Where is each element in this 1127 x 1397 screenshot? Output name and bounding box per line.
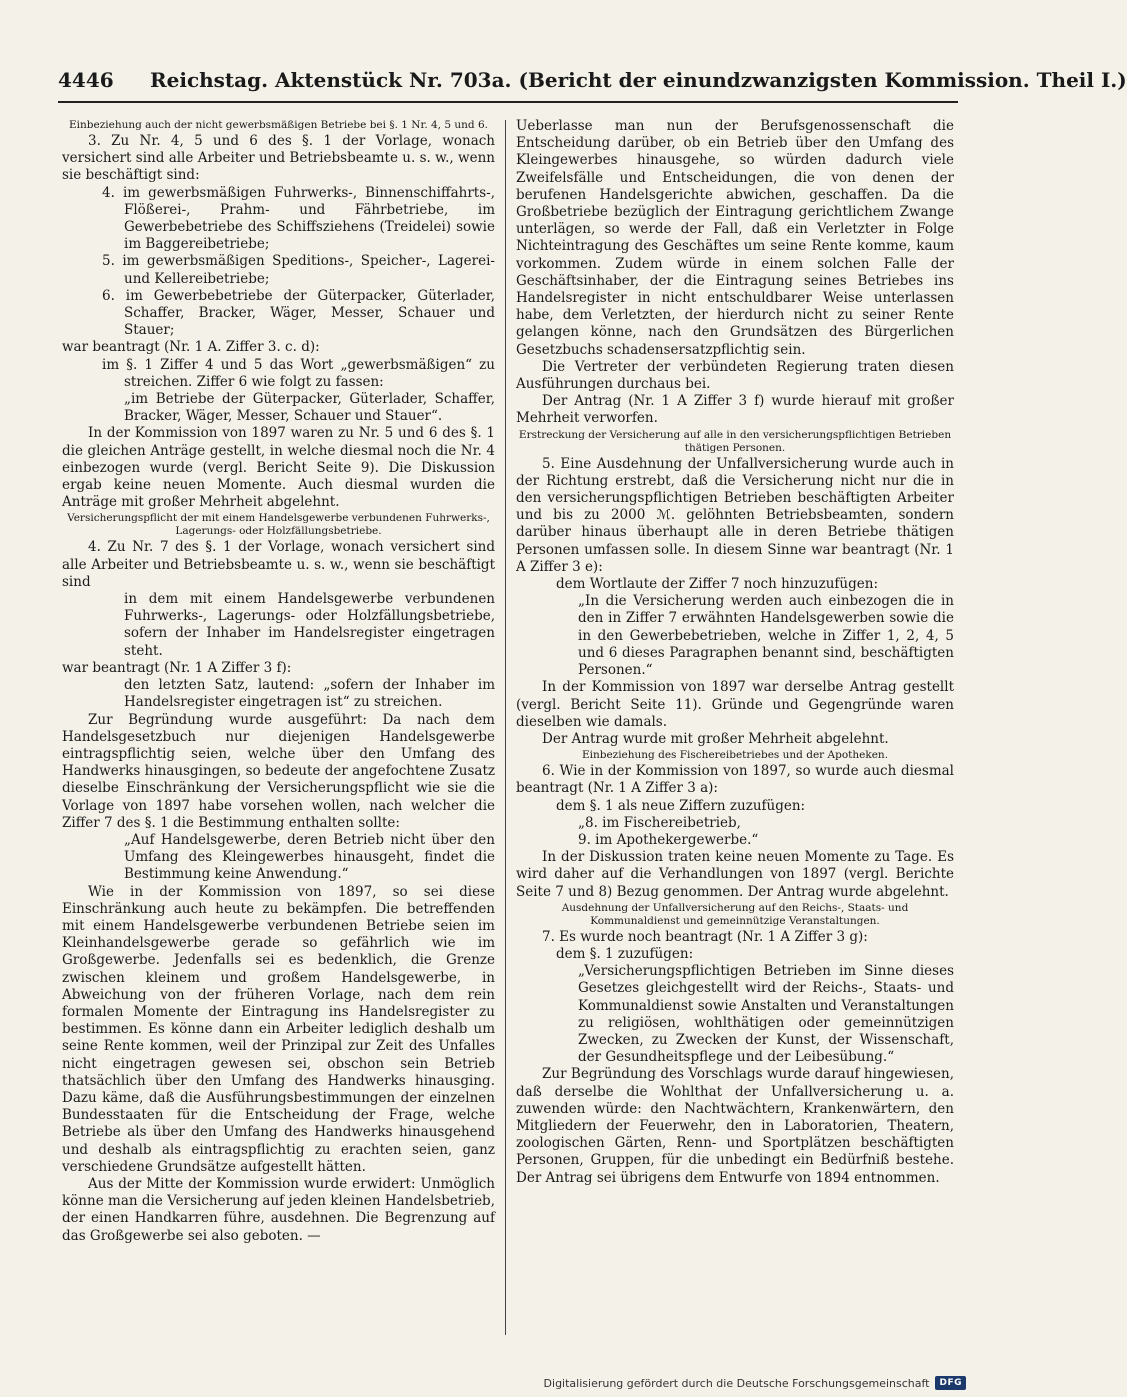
section-heading: Erstreckung der Versicherung auf alle in den versicherungspflichtigen Betrieben thätigen Personen. — [518, 428, 952, 454]
paragraph: „Auf Handelsgewerbe, deren Betrieb nicht über den Umfang des Kleingewerbes hinausgeht, findet die Bestimmung keine Anwendung.“ — [124, 831, 495, 883]
paragraph: Der Antrag wurde mit großer Mehrheit abgelehnt. — [542, 730, 889, 747]
paragraph: 6. Wie in der Kommission von 1897, so wurde auch diesmal beantragt (Nr. 1 A Ziffer 3 a): — [516, 763, 954, 797]
running-title: Reichstag. Aktenstück Nr. 703a. (Bericht der einundzwanzigsten Kommission. Theil I.) — [150, 68, 1127, 92]
paragraph: Wie in der Kommission von 1897, so sei diese Einschränkung auch heute zu bekämpfen. Die betreffenden mit einem Handelsgewerbe verbundenen Betriebe seien im Kleinhandelsgewerbe gerade so gefährlich wie im Großgewerbe. Jedenfalls sei es bedenklich, die Grenze zwischen kleinem und großem Handelsgewerbe, in Abweichung von der früheren Vorlage, nach dem rein formalen Momente der Eintragung ins Handelsregister zu bestimmen. Es könne dann ein Arbeiter lediglich deshalb um seine Rente kommen, weil der Prinzipal zur Zeit des Unfalles nicht eingetragen gewesen sei, obschon sein Betrieb thatsächlich über den Umfang des Handwerks hinausging. Dazu käme, daß die Ausführungsbestimmungen der einzelnen Bundesstaaten für die Entscheidung der Frage, welche Betriebe als über den Umfang des Handwerks hinausgehend und deshalb als eintragspflichtig zu erachten seien, ganz verschiedene Grundsätze aufgestellt hätten. — [62, 883, 495, 1175]
left-column — [62, 118, 495, 1245]
paragraph: 3. Zu Nr. 4, 5 und 6 des §. 1 der Vorlage, wonach versichert sind alle Arbeiter und Betriebsbeamte u. s. w., wenn sie beschäftigt sind: — [62, 133, 495, 184]
page-footer — [544, 1374, 966, 1392]
footer-credit: Digitalisierung gefördert durch die Deutsche Forschungsgemeinschaft — [543, 1376, 930, 1390]
paragraph: Zur Begründung wurde ausgeführt: Da nach dem Handelsgesetzbuch nur diejenigen Handelsgewerbe eintragspflichtig seien, welche über den Umfang des Handwerks hinausgingen, so bedeute der angefochtene Zusatz dieselbe Einschränkung der Versicherungspflicht wie sie die Vorlage von 1897 habe vorsehen wollen, nach welcher die Ziffer 7 des §. 1 die Bestimmung enthalten sollte: — [62, 711, 495, 831]
section-heading: Einbeziehung auch der nicht gewerbsmäßigen Betriebe bei §. 1 Nr. 4, 5 und 6. — [69, 119, 488, 131]
paragraph: Der Antrag (Nr. 1 A Ziffer 3 f) wurde hierauf mit großer Mehrheit verworfen. — [516, 393, 954, 427]
paragraph: Die Vertreter der verbündeten Regierung traten diesen Ausführungen durchaus bei. — [516, 358, 954, 393]
paragraph: Aus der Mitte der Kommission wurde erwidert: Unmöglich könne man die Versicherung auf jeden kleinen Handelsbetrieb, der einen Handkarren führe, ausdehnen. Die Begrenzung auf das Großgewerbe sei also geboten. — — [62, 1175, 495, 1244]
paragraph: 4. im gewerbsmäßigen Fuhrwerks-, Binnenschiffahrts-, Flößerei-, Prahm- und Fährbetriebe, im Gewerbebetriebe des Schiffsziehens (Treidelei) sowie im Baggereibetriebe; — [102, 184, 495, 253]
dfg-logo: DFG — [935, 1376, 966, 1390]
section-heading: Einbeziehung des Fischereibetriebes und der Apotheken. — [581, 749, 889, 762]
paragraph: 4. Zu Nr. 7 des §. 1 der Vorlage, wonach versichert sind alle Arbeiter und Betriebsbeamte u. s. w., wenn sie beschäftigt sind — [62, 539, 495, 590]
paragraph: war beantragt (Nr. 1 A. Ziffer 3. c. d): — [62, 339, 320, 356]
paragraph: den letzten Satz, lautend: „sofern der Inhaber im Handelsregister eingetragen ist“ zu streichen. — [124, 677, 495, 711]
column-divider — [505, 120, 506, 1335]
paragraph: 6. im Gewerbebetriebe der Güterpacker, Güterlader, Schaffer, Bracker, Wäger, Messer, Schauer und Stauer; — [102, 287, 495, 339]
paragraph: im §. 1 Ziffer 4 und 5 das Wort „gewerbsmäßigen“ zu streichen. Ziffer 6 wie folgt zu fassen: — [102, 356, 495, 390]
paragraph: Ueberlasse man nun der Berufsgenossenschaft die Entscheidung darüber, ob ein Betrieb über den Umfang des Kleingewerbes hinausgehe, so würden dadurch viele Zweifelsfälle und Entscheidungen, die von denen der berufenen Handelsgerichte abwichen, geschaffen. Da die Großbetriebe bezüglich der Eintragung gerichtlichem Zwange unterlägen, so werde der Fall, daß ein Verletzter in Folge Nichteintragung des Geschäftes um seine Rente komme, kaum vorkommen. Zudem würde in einem solchen Falle der Geschäftsinhaber, der die Eintragung seines Betriebes ins Handelsregister in nicht entschuldbarer Weise unterlassen habe, dem Verletzten, der hierdurch nicht zu seiner Rente gelangen könne, nach den Grundsätzen des Bürgerlichen Gesetzbuchs schadensersatzpflichtig sein. — [516, 118, 954, 358]
paragraph: In der Diskussion traten keine neuen Momente zu Tage. Es wird daher auf die Verhandlungen von 1897 (vergl. Berichte Seite 7 und 8) Bezug genommen. Der Antrag wurde abgelehnt. — [516, 849, 954, 900]
paragraph: war beantragt (Nr. 1 A Ziffer 3 f): — [62, 659, 292, 676]
paragraph: „im Betriebe der Güterpacker, Güterlader, Schaffer, Bracker, Wäger, Messer, Schauer und Stauer“. — [124, 391, 495, 425]
paragraph: In der Kommission von 1897 war derselbe Antrag gestellt (vergl. Bericht Seite 11). Gründe und Gegengründe waren dieselben wie damals. — [516, 679, 954, 730]
page-number: 4446 — [58, 68, 114, 92]
paragraph: „In die Versicherung werden auch einbezogen die in den in Ziffer 7 erwähnten Handelsgewerben sowie die in den Gewerbebetrieben, welche in Ziffer 1, 2, 4, 5 und 6 dieses Paragraphen benannt sind, beschäftigten Personen.“ — [578, 593, 954, 679]
paragraph: „8. im Fischereibetrieb, — [578, 814, 741, 831]
paragraph: Zur Begründung des Vorschlags wurde darauf hingewiesen, daß derselbe die Wohlthat der Unfallversicherung u. a. zuwenden würde: den Nachtwächtern, Krankenwärtern, den Mitgliedern der Feuerwehr, den in Laboratorien, Theatern, zoologischen Gärten, Renn- und Sportplätzen beschäftigten Personen, Gruppen, für die unbedingt ein Bedürfniß bestehe. Der Antrag sei übrigens dem Entwurfe von 1894 entnommen. — [516, 1066, 954, 1186]
section-heading: Versicherungspflicht der mit einem Handelsgewerbe verbundenen Fuhrwerks-, Lagerungs- oder Holzfällungsbetriebe. — [67, 512, 490, 538]
header-rule — [58, 101, 958, 103]
paragraph: 9. im Apothekergewerbe.“ — [578, 831, 759, 848]
section-heading: Ausdehnung der Unfallversicherung auf den Reichs-, Staats- und Kommunaldienst und gemeinnützige Veranstaltungen. — [561, 901, 909, 927]
paragraph: „Versicherungspflichtigen Betrieben im Sinne dieses Gesetzes gleichgestellt wird der Reichs-, Staats- und Kommunaldienst sowie Anstalten und Veranstaltungen zu religiösen, wohlthätigen oder gemeinnützigen Zwecken, zu Zwecken der Kunst, der Wissenschaft, der Gesundheitspflege und der Leibesübung.“ — [578, 963, 954, 1066]
paragraph: 5. im gewerbsmäßigen Speditions-, Speicher-, Lagerei- und Kellereibetriebe; — [102, 253, 495, 287]
page-header — [58, 62, 1127, 102]
paragraph: In der Kommission von 1897 waren zu Nr. 5 und 6 des §. 1 die gleichen Anträge gestellt, in welche diesmal noch die Nr. 4 einbezogen wurde (vergl. Bericht Seite 9). Die Diskussion ergab keine neuen Momente. Auch diesmal wurden die Anträge mit großer Mehrheit abgelehnt. — [62, 425, 495, 511]
paragraph: dem Wortlaute der Ziffer 7 noch hinzuzufügen: — [556, 576, 878, 593]
paragraph: dem §. 1 zuzufügen: — [556, 945, 694, 962]
paragraph: in dem mit einem Handelsgewerbe verbundenen Fuhrwerks-, Lagerungs- oder Holzfällungsbetriebe, sofern der Inhaber im Handelsregister eingetragen steht. — [124, 591, 495, 659]
paragraph: 7. Es wurde noch beantragt (Nr. 1 A Ziffer 3 g): — [542, 928, 868, 945]
paragraph: dem §. 1 als neue Ziffern zuzufügen: — [556, 797, 806, 814]
right-column — [516, 118, 954, 1187]
paragraph: 5. Eine Ausdehnung der Unfallversicherung wurde auch in der Richtung erstrebt, daß die Versicherung nicht nur die in den versicherungspflichtigen Betrieben beschäftigten Arbeiter und bis zu 2000 ℳ. gelöhnten Betriebsbeamten, sondern darüber hinaus überhaupt alle in deren Betriebe thätigen Personen umfassen solle. In diesem Sinne war beantragt (Nr. 1 A Ziffer 3 e): — [516, 455, 954, 575]
